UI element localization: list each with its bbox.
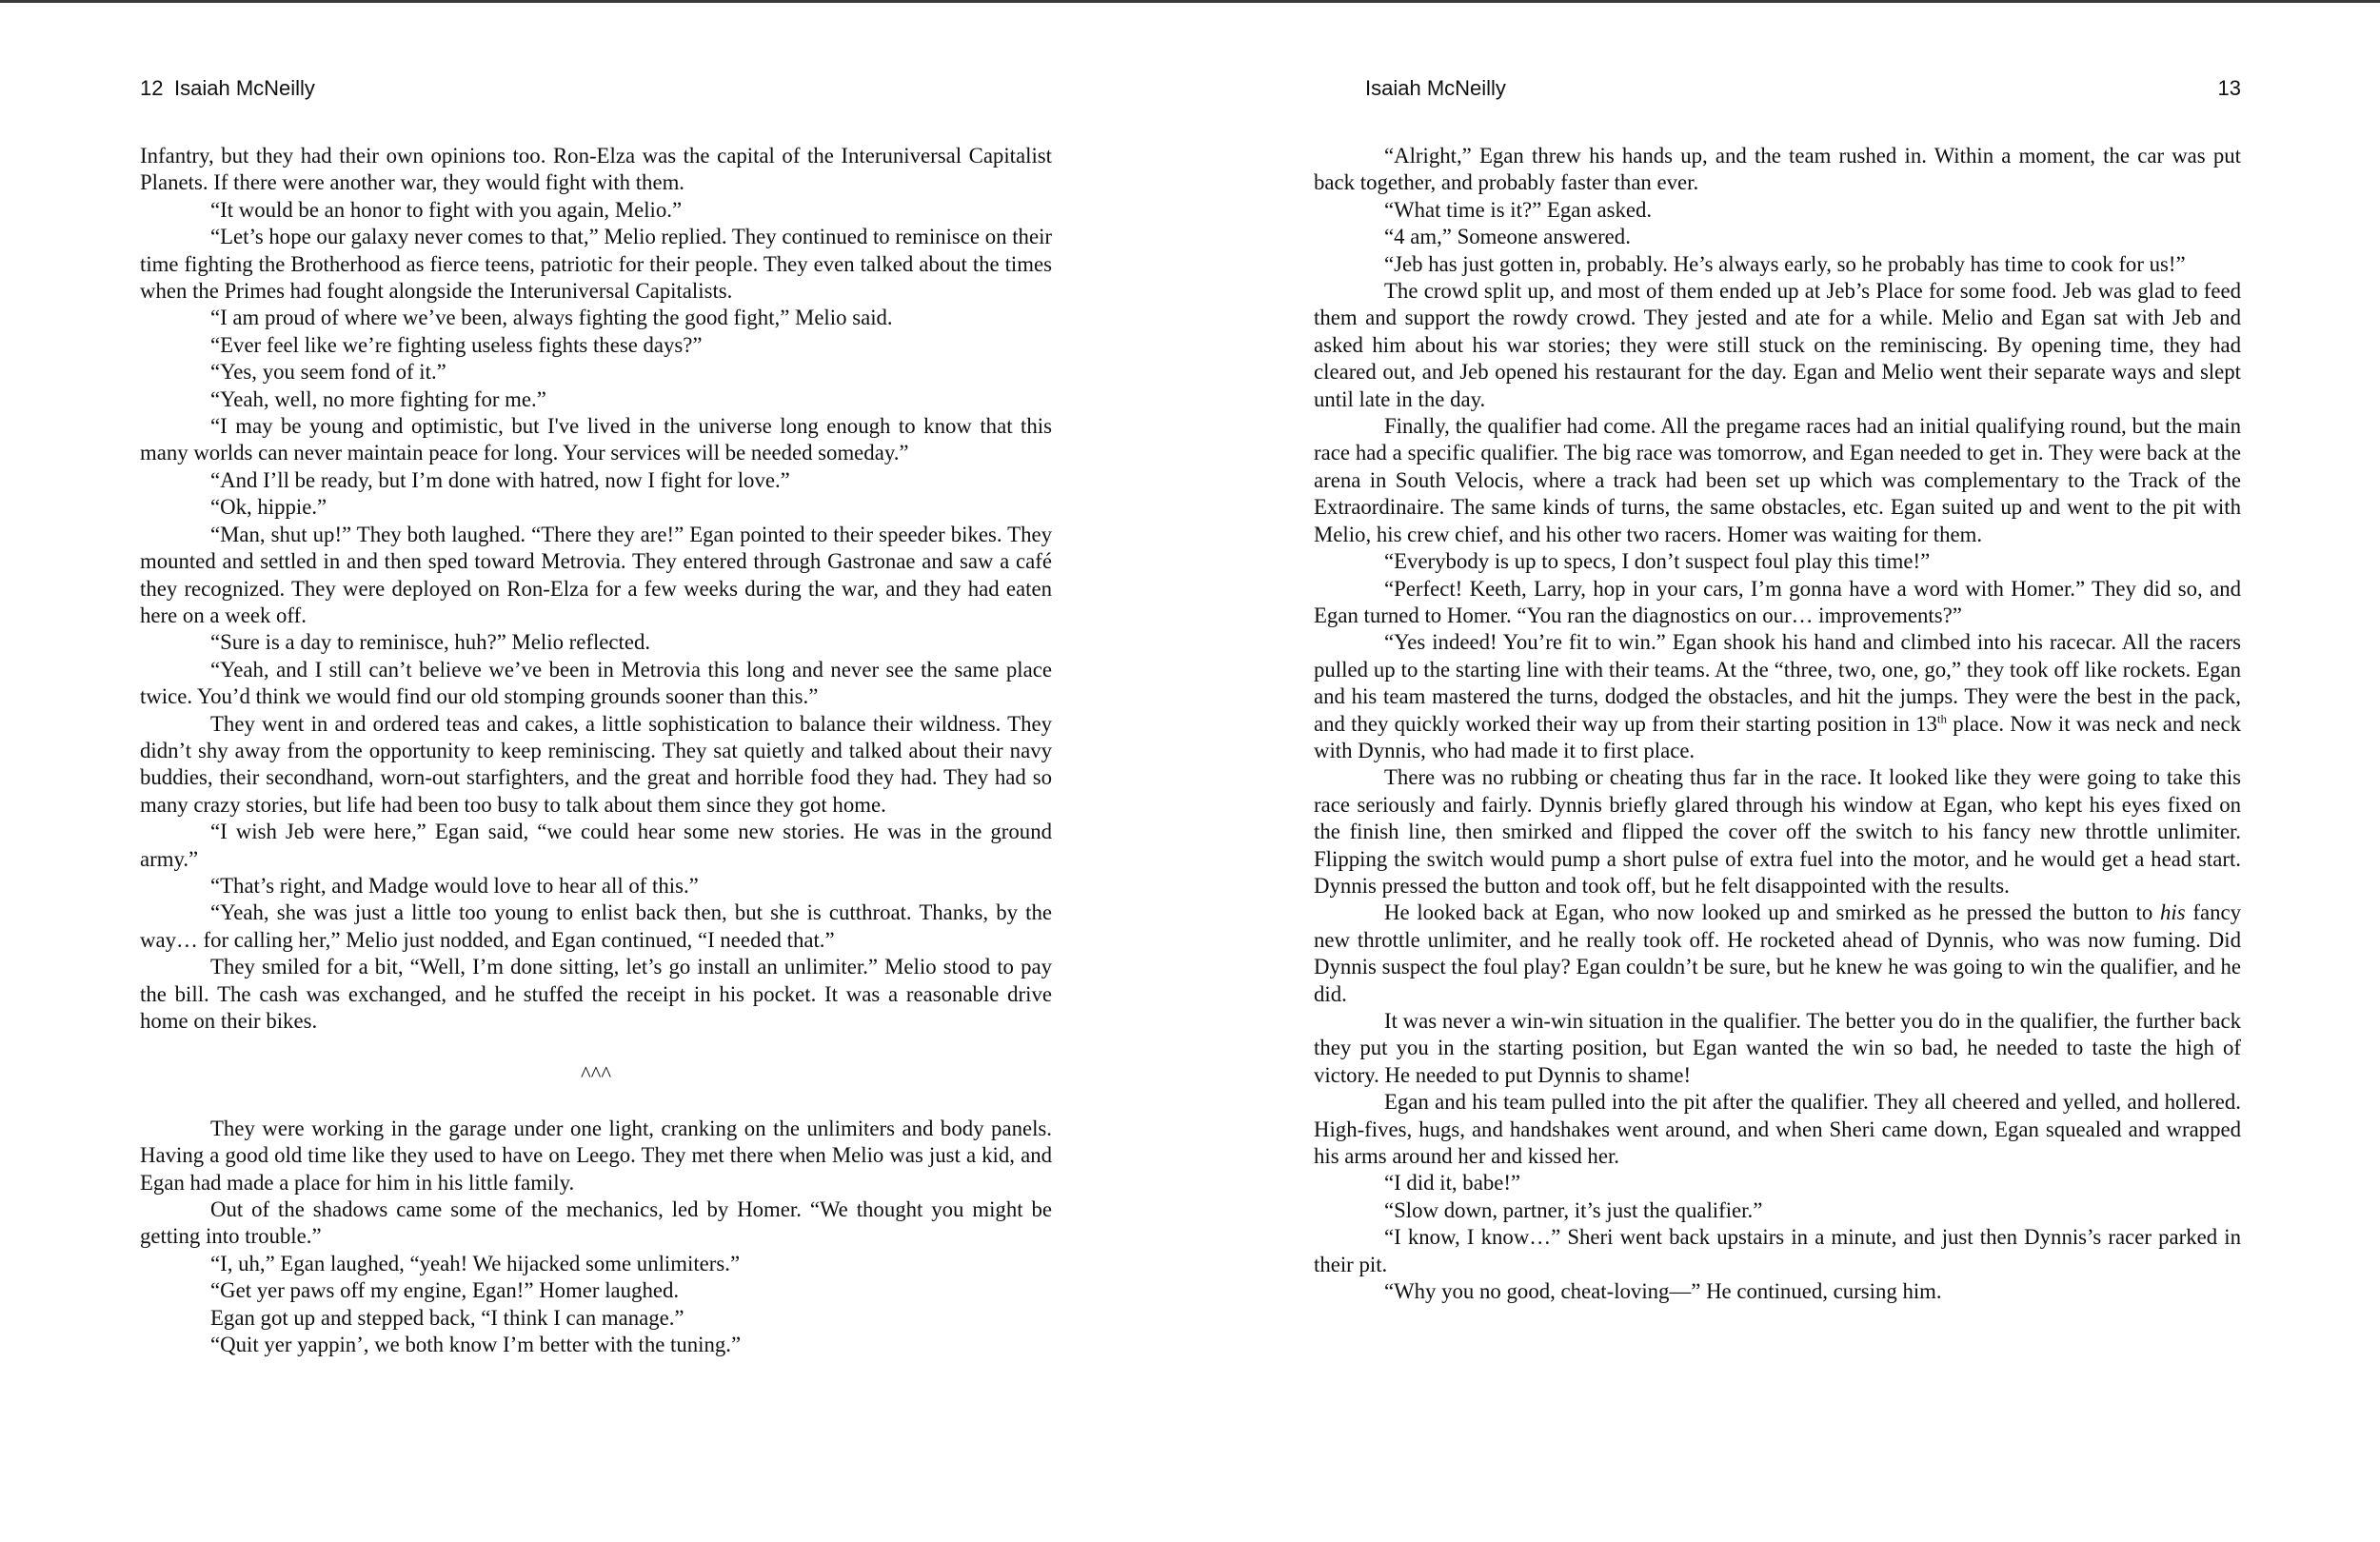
paragraph: “I wish Jeb were here,” Egan said, “we could hear some new stories. He was in the ground army.” <box>140 820 1052 871</box>
paragraph: “Slow down, partner, it’s just the qualifier.” <box>1384 1197 1763 1222</box>
paragraph: “Quit yer yappin’, we both know I’m better with the tuning.” <box>210 1333 742 1357</box>
paragraph: “I know, I know…” Sheri went back upstairs in a minute, and just then Dynnis’s racer parked in their pit. <box>1314 1225 2241 1276</box>
page-number: 12 <box>140 76 164 100</box>
paragraph: “I may be young and optimistic, but I've lived in the universe long enough to know that this many worlds can never maintain peace for long. Your services will be needed someday.” <box>140 414 1052 465</box>
paragraph-text: fancy new throttle unlimiter, and he really took off. He rocketed ahead of Dynnis, who was now fuming. Did Dynnis suspect the foul play? Egan couldn’t be sure, but he knew he was going to win the qualifier, and he did. <box>1314 900 2241 1006</box>
scene-break: ^^^ <box>580 1062 612 1087</box>
paragraph: “I did it, babe!” <box>1384 1171 1521 1196</box>
right-page <box>1314 0 2241 1542</box>
paragraph: “It would be an honor to fight with you again, Melio.” <box>210 197 683 222</box>
paragraph: “Get yer paws off my engine, Egan!” Homer laughed. <box>210 1278 680 1303</box>
paragraph-text: place. Now it was neck and neck with Dynnis, who had made it to first place. <box>1314 711 2242 762</box>
paragraph: “Everybody is up to specs, I don’t suspect foul play this time!” <box>1384 549 1931 574</box>
paragraph: “Let’s hope our galaxy never comes to that,” Melio replied. They continued to reminisce on their time fighting the Brotherhood as fierce teens, patriotic for their people. They even talked about the times when the Primes had fought alongside the Interuniversal Capitalists. <box>140 225 1052 304</box>
running-head <box>140 74 1052 103</box>
page-body <box>140 143 1052 1358</box>
paragraph: “That’s right, and Madge would love to hear all of this.” <box>210 873 699 898</box>
paragraph: They went in and ordered teas and cakes, a little sophistication to balance their wildness. They didn’t shy away from the opportunity to keep reminiscing. They sat quietly and talked about their navy buddies, their secondhand, worn-out starfighters, and the great and horrible food they had. They had so many crazy stories, but life had been too busy to talk about them since they got home. <box>140 711 1052 817</box>
paragraph: They were working in the garage under one light, cranking on the unlimiters and body panels. Having a good old time like they used to have on Leego. They met there when Melio was just a kid, and Egan had made a place for him in his little family. <box>140 1116 1052 1195</box>
paragraph: Finally, the qualifier had come. All the pregame races had an initial qualifying round, but the main race had a specific qualifier. The big race was tomorrow, and Egan needed to get in. They were back at the arena in South Velocis, where a track had been set up which was complementary to the Track of the Extraordinaire. The same kinds of turns, the same obstacles, etc. Egan suited up and went to the pit with Melio, his crew chief, and his other two racers. Homer was waiting for them. <box>1314 414 2241 546</box>
page-body <box>1314 143 2241 1305</box>
paragraph: “I am proud of where we’ve been, always fighting the good fight,” Melio said. <box>210 306 893 330</box>
paragraph: “What time is it?” Egan asked. <box>1384 197 1653 222</box>
paragraph: “Jeb has just gotten in, probably. He’s always early, so he probably has time to cook for us!” <box>1384 251 2186 276</box>
paragraph: “4 am,” Someone answered. <box>1384 225 1631 249</box>
paragraph: “Yeah, and I still can’t believe we’ve been in Metrovia this long and never see the same place twice. You’d think we would find our old stomping grounds sooner than this.” <box>140 657 1052 709</box>
paragraph-text: “Yes indeed! You’re fit to win.” Egan shook his hand and climbed into his racecar. All the racers pulled up to the starting line with their teams. At the “three, two, one, go,” they took off like rockets. Egan and his team mastered the turns, dodged the obstacles, and hit the jumps. They were the best in the pack, and they quickly worked their way up from their starting position in 13 <box>1314 630 2241 736</box>
paragraph: Egan and his team pulled into the pit after the qualifier. They all cheered and yelled, and hollered. High-fives, hugs, and handshakes went around, and when Sheri came down, Egan squealed and wrapped his arms around her and kissed her. <box>1314 1090 2241 1169</box>
paragraph: “Man, shut up!” They both laughed. “There they are!” Egan pointed to their speeder bikes. They mounted and settled in and then sped toward Metrovia. They entered through Gastronae and saw a café they recognized. They were deployed on Ron-Elza for a few weeks during the war, and they had eaten here on a week off. <box>140 522 1052 627</box>
paragraph: Out of the shadows came some of the mechanics, led by Homer. “We thought you might be getting into trouble.” <box>140 1197 1052 1249</box>
paragraph: “Yeah, she was just a little too young to enlist back then, but she is cutthroat. Thanks, by the way… for calling her,” Melio just nodded, and Egan continued, “I needed that.” <box>140 900 1052 952</box>
paragraph: The crowd split up, and most of them ended up at Jeb’s Place for some food. Jeb was glad to feed them and support the rowdy crowd. They jested and ate for a while. Melio and Egan sat with Jeb and asked him about his war stories; they were still stuck on the reminiscing. By opening time, they had cleared out, and Jeb opened his restaurant for the day. Egan and Melio went their separate ways and slept until late in the day. <box>1314 279 2241 411</box>
paragraph: “Sure is a day to reminisce, huh?” Melio reflected. <box>210 630 651 655</box>
paragraph: Egan got up and stepped back, “I think I can manage.” <box>210 1305 684 1330</box>
left-page <box>140 0 1052 1542</box>
paragraph: There was no rubbing or cheating thus far in the race. It looked like they were going to take this race seriously and fairly. Dynnis briefly glared through his window at Egan, who kept his eyes fixed on the finish line, then smirked and flipped the cover off the switch to his fancy new throttle unlimiter. Flipping the switch would pump a short pulse of extra fuel into the motor, and he would get a head start. Dynnis pressed the button and took off, but he felt disappointed with the results. <box>1314 765 2241 898</box>
paragraph: “Yeah, well, no more fighting for me.” <box>210 386 546 411</box>
running-head <box>1314 74 2241 103</box>
paragraph: “Alright,” Egan threw his hands up, and the team rushed in. Within a moment, the car was put back together, and probably faster than ever. <box>1314 144 2241 195</box>
paragraph: “I, uh,” Egan laughed, “yeah! We hijacked some unlimiters.” <box>210 1251 741 1275</box>
paragraph: “Ever feel like we’re fighting useless fights these days?” <box>210 332 703 357</box>
paragraph: “And I’ll be ready, but I’m done with hatred, now I fight for love.” <box>210 467 790 492</box>
ordinal-suffix: th <box>1936 710 1948 725</box>
page-number: 13 <box>2217 76 2241 100</box>
paragraph: “Perfect! Keeth, Larry, hop in your cars, I’m gonna have a word with Homer.” They did so, and Egan turned to Homer. “You ran the diagnostics on our… improvements?” <box>1314 576 2241 627</box>
author-name: Isaiah McNeilly <box>1365 76 1506 100</box>
author-name: Isaiah McNeilly <box>174 76 315 100</box>
paragraph <box>1314 900 2241 1008</box>
paragraph-text: He looked back at Egan, who now looked up and smirked as he pressed the button to <box>1384 900 2160 925</box>
paragraph: “Yes, you seem fond of it.” <box>210 360 446 385</box>
paragraph: “Ok, hippie.” <box>210 495 327 520</box>
emphasis: his <box>2160 900 2186 925</box>
paragraph: They smiled for a bit, “Well, I’m done sitting, let’s go install an unlimiter.” Melio stood to pay the bill. The cash was exchanged, and he stuffed the receipt in his pocket. It was a reasonable drive home on their bikes. <box>140 955 1052 1033</box>
paragraph: It was never a win-win situation in the qualifier. The better you do in the qualifier, the further back they put you in the starting position, but Egan wanted the win so bad, he needed to taste the high of victory. He needed to put Dynnis to shame! <box>1314 1009 2241 1087</box>
paragraph: Infantry, but they had their own opinions too. Ron-Elza was the capital of the Interuniversal Capitalist Planets. If there were another war, they would fight with them. <box>140 144 1052 195</box>
paragraph: “Why you no good, cheat-loving—” He continued, cursing him. <box>1384 1279 1942 1304</box>
paragraph <box>1314 629 2241 764</box>
